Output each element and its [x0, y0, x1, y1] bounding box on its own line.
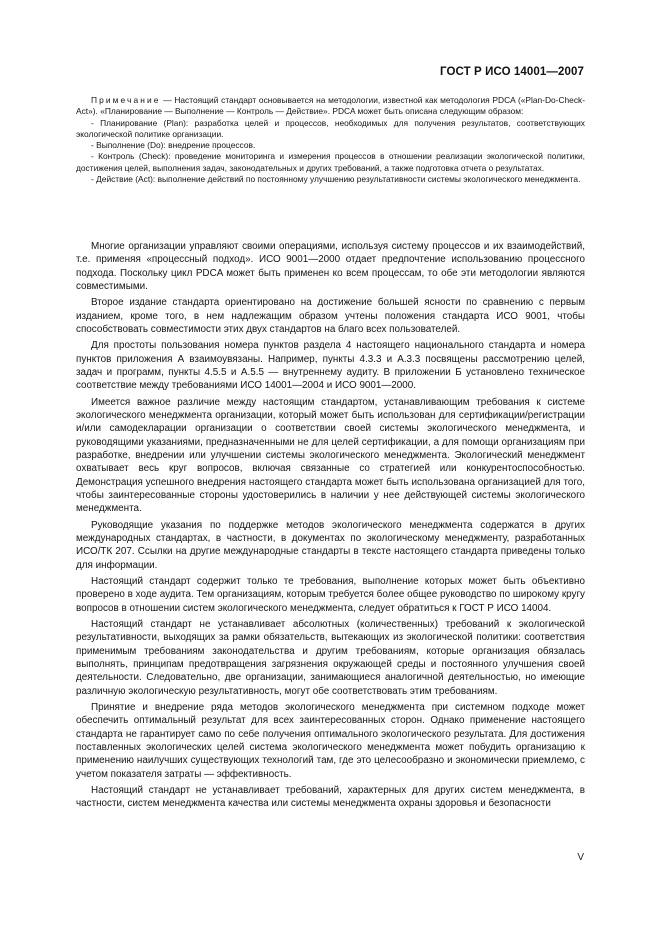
paragraph-performance: Настоящий стандарт не устанавливает абсолютных (количественных) требований к экологической результативности, выходящих за рамки обязательств, вытекающих из экологической политики: соответствия применимым требованиям законодательства и другим требованиям, которые организация обязалась выполнять, принципам предотвращения загрязнения окружающей среды и постоянного улучшения своей деятельности. Следовательно, две организации, занимающиеся аналогичной деятельностью, но имеющие различную экологическую результативность, могут обе соответствовать этим требованиям. — [76, 619, 585, 697]
note-item-check: - Контроль (Check): проведение мониторинга и измерения процессов в отношении реализации экологической политики, достижения целей, выполнения задач, законодательных и других требований, а также подготовка отчета о результатах. — [76, 151, 585, 173]
paragraph-process-approach: Многие организации управляют своими операциями, используя систему процессов и их взаимодействий, т.е. применяя «процессный подход». ИСО 9001—2000 отдает предпочтение использованию процессного подхода. Поскольку цикл PDCA может быть применен ко всем процессам, то обе эти методологии являются совместимыми. — [76, 241, 585, 292]
paragraph-guidance: Руководящие указания по поддержке методов экологического менеджмента содержатся в других международных стандартах, в частности, в документах по экологическому менеджменту, разработанных ИСО/ТК 207. Ссылки на другие международные стандарты в тексте настоящего стандарта приведены только для информации. — [76, 519, 585, 571]
note-intro-text: — Настоящий стандарт основывается на методологии, известной как методология PDCA («Plan-Do-Check-Act»). «Планирование — Выполнение — Контроль — Действие». PDCA может быть описана следующим образом: — [76, 95, 585, 117]
paragraph-clause-numbering: Для простоты пользования номера пунктов раздела 4 настоящего национального стандарта и номера пунктов приложения А взаимоувязаны. Например, пункты 4.3.3 и А.3.3 посвящены рассмотрению целей, задач и программ, пункты 4.5.5 и А.5.5 — внутреннему аудиту. В приложении Б установлено техническое соответствие между требованиями ИСО 14001—2004 и ИСО 9001—2000. — [76, 340, 585, 392]
document-header: ГОСТ Р ИСО 14001—2007 — [439, 66, 584, 78]
note-item-do: - Выполнение (Do): внедрение процессов. — [91, 140, 256, 151]
main-text — [76, 240, 585, 814]
note-label: Примечание — [91, 95, 161, 105]
note-block — [76, 95, 585, 185]
page-number: V — [577, 852, 584, 863]
note-intro — [76, 95, 585, 118]
note-item-plan: - Планирование (Plan): разработка целей и процессов, необходимых для получения результатов, соответствующих экологической политике организации. — [76, 117, 585, 139]
paragraph-audit-requirements: Настоящий стандарт содержит только те требования, выполнение которых может быть объективно проверено в ходе аудита. Тем организациям, которым требуется более общее руководство по широкому кругу вопросов в отношении систем экологического менеджмента, следует обратиться к ГОСТ Р ИСО 14004. — [76, 576, 585, 614]
paragraph-optimal-result: Принятие и внедрение ряда методов экологического менеджмента при системном подходе может обеспечить оптимальный результат для всех заинтересованных сторон. Однако применение настоящего стандарта не гарантирует само по себе получения оптимального экологического результата. Для достижения поставленных экологических целей система экологического менеджмента может побудить организацию к применению наилучших существующих технологий там, где это целесообразно и экономически приемлемо, с учетом показателя затраты — эффективность. — [76, 702, 585, 780]
paragraph-second-edition: Второе издание стандарта ориентировано на достижение большей ясности по сравнению с первым изданием, кроме того, в нем надлежащим образом учтены положения стандарта ИСО 9001, чтобы способствовать совместимости этих двух стандартов на благо всех пользователей. — [76, 297, 585, 335]
paragraph-certification: Имеется важное различие между настоящим стандартом, устанавливающим требования к системе экологического менеджмента организации, который может быть использован для сертификации/регистрации и/или самодекларации организации о соответствии своей системы экологического менеджмента, и руководящими указаниями, предназначенными не для целей сертификации, а для помощи организациям при разработке, внедрении или улучшении системы экологического менеджмента. Экологический менеджмент охватывает весь круг вопросов, включая связанные со стратегией или конкурентоспособностью. Демонстрация успешного внедрения настоящего стандарта может быть использована организацией для того, чтобы заинтересованные стороны удостоверились в наличии у нее действующей системы экологического менеджмента. — [76, 396, 585, 515]
note-item-act: - Действие (Act): выполнение действий по постоянному улучшению результативности системы экологического менеджмента. — [91, 174, 581, 185]
paragraph-other-systems: Настоящий стандарт не устанавливает требований, характерных для других систем менеджмента, в частности, систем менеджмента качества или системы менеджмента охраны здоровья и безопасности — [76, 785, 585, 810]
